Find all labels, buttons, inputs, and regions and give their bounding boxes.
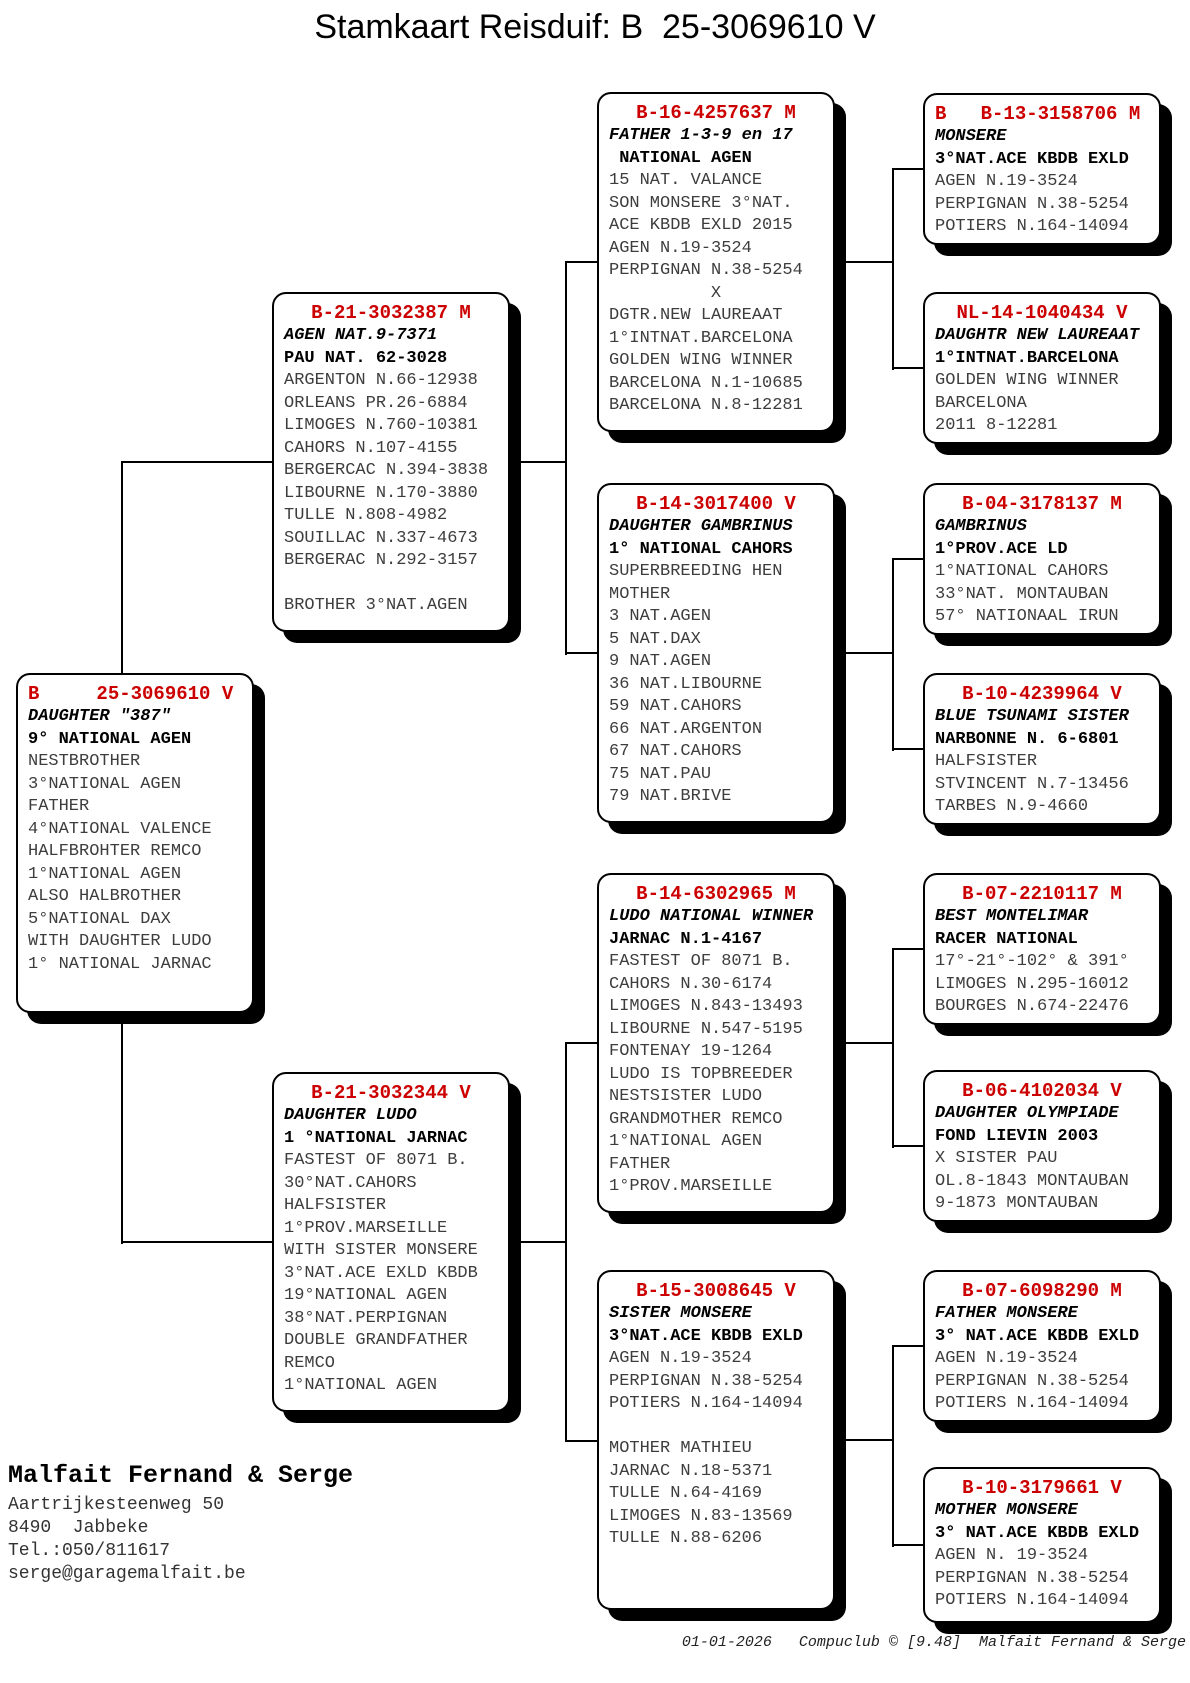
- box-details: [935, 126, 1149, 239]
- text-line: POTIERS N.164-14094: [609, 1394, 803, 1413]
- text-line: NESTBROTHER: [28, 752, 141, 771]
- text-line: FASTEST OF 8071 B.: [284, 1151, 468, 1170]
- text-line: TULLE N.808-4982: [284, 506, 448, 525]
- text-line: serge@garagemalfait.be: [8, 1564, 246, 1584]
- text-line: TULLE N.88-6206: [609, 1529, 763, 1548]
- text-line: NATIONAL AGEN: [609, 148, 752, 168]
- text-line: Tel.:050/811617: [8, 1541, 171, 1561]
- text-line: 1°NATIONAL AGEN: [284, 1376, 438, 1395]
- text-line: WITH DAUGHTER LUDO: [28, 932, 212, 951]
- pedigree-box-greatgrandparent-3: [923, 483, 1161, 635]
- connector-line: [510, 1241, 565, 1243]
- text-line: LIBOURNE N.170-3880: [284, 483, 478, 503]
- connector-line: [835, 1439, 892, 1441]
- text-line: BARCELONA: [935, 393, 1027, 413]
- text-line: SON MONSERE 3°NAT.: [609, 193, 793, 213]
- text-line: MONSERE: [935, 127, 1007, 146]
- text-line: FATHER: [28, 797, 90, 816]
- box-details: [284, 325, 498, 618]
- text-line: 9° NATIONAL AGEN: [28, 729, 192, 749]
- text-line: 75 NAT.PAU: [609, 764, 712, 784]
- text-line: AGEN N.19-3524: [935, 1349, 1078, 1368]
- text-line: FOND LIEVIN 2003: [935, 1126, 1099, 1146]
- ring-number: B 25-3069610 V: [28, 683, 234, 705]
- text-line: FONTENAY 19-1264: [609, 1042, 773, 1061]
- text-line: 1°PROV.MARSEILLE: [609, 1177, 773, 1196]
- text-line: REMCO: [284, 1353, 336, 1373]
- box-details: [609, 125, 823, 418]
- connector-line: [565, 1042, 597, 1044]
- connector-line: [892, 748, 923, 750]
- text-line: 79 NAT.BRIVE: [609, 787, 732, 806]
- connector-line: [121, 461, 272, 463]
- text-line: POTIERS N.164-14094: [935, 217, 1129, 236]
- connector-line: [892, 1346, 894, 1547]
- text-line: 66 NAT.ARGENTON: [609, 719, 763, 739]
- pedigree-box-greatgrandparent-2: [923, 292, 1161, 444]
- connector-line: [565, 1043, 567, 1442]
- text-line: LIMOGES N.843-13493: [609, 997, 803, 1016]
- text-line: Aartrijkesteenweg 50: [8, 1495, 225, 1515]
- connector-line: [835, 1042, 892, 1044]
- ring-number: B-04-3178137 M: [962, 493, 1122, 515]
- connector-line: [565, 261, 597, 263]
- pedigree-box-grandfather-maternal: [597, 873, 835, 1213]
- pedigree-box-father: [272, 292, 510, 632]
- pedigree-box-greatgrandparent-6: [923, 1070, 1161, 1222]
- box-details: [935, 1500, 1149, 1613]
- text-line: FATHER 1-3-9 en 17: [609, 126, 793, 145]
- ring-number: B-07-6098290 M: [962, 1280, 1122, 1302]
- text-line: PERPIGNAN N.38-5254: [609, 1371, 803, 1391]
- text-line: AGEN N. 19-3524: [935, 1546, 1089, 1565]
- pedigree-box-greatgrandparent-5: [923, 873, 1161, 1025]
- text-line: PERPIGNAN N.38-5254: [609, 261, 803, 280]
- text-line: HALFSISTER: [284, 1196, 387, 1215]
- text-line: BERGERCAC N.394-3838: [284, 461, 489, 480]
- ring-number: NL-14-1040434 V: [956, 302, 1128, 324]
- text-line: LIMOGES N.295-16012: [935, 974, 1129, 994]
- text-line: 1°NATIONAL CAHORS: [935, 562, 1109, 581]
- pedigree-box-grandfather-paternal: [597, 92, 835, 432]
- text-line: PERPIGNAN N.38-5254: [935, 1568, 1129, 1588]
- connector-line: [565, 262, 567, 655]
- text-line: BROTHER 3°NAT.AGEN: [284, 596, 468, 615]
- text-line: CAHORS N.30-6174: [609, 974, 773, 994]
- breeder-info: [8, 1458, 353, 1586]
- box-details: [935, 325, 1149, 438]
- connector-line: [892, 948, 923, 950]
- text-line: TULLE N.64-4169: [609, 1484, 763, 1503]
- box-details: [935, 906, 1149, 1019]
- text-line: POTIERS N.164-14094: [935, 1591, 1129, 1610]
- text-line: GAMBRINUS: [935, 517, 1027, 536]
- page-title: Stamkaart Reisduif: B 25-3069610 V: [314, 8, 876, 46]
- connector-line: [121, 1241, 272, 1243]
- text-line: JARNAC N.1-4167: [609, 929, 763, 949]
- text-line: ALSO HALBROTHER: [28, 887, 182, 906]
- text-line: AGEN NAT.9-7371: [284, 326, 438, 345]
- text-line: DAUGHTER LUDO: [284, 1106, 417, 1125]
- text-line: HALFBROHTER REMCO: [28, 842, 202, 861]
- text-line: 3° NAT.ACE KBDB EXLD: [935, 1326, 1140, 1346]
- text-line: NARBONNE N. 6-6801: [935, 729, 1119, 749]
- text-line: 3°NAT.ACE KBDB EXLD: [609, 1326, 803, 1346]
- text-line: LUDO IS TOPBREEDER: [609, 1064, 793, 1084]
- box-details: [935, 1303, 1149, 1416]
- box-details: [28, 706, 242, 976]
- ring-number: B-14-6302965 M: [636, 883, 796, 905]
- pedigree-box-subject: [16, 673, 254, 1013]
- text-line: BLUE TSUNAMI SISTER: [935, 707, 1129, 726]
- text-line: 1°PROV.MARSEILLE: [284, 1218, 448, 1238]
- text-line: PERPIGNAN N.38-5254: [935, 1371, 1129, 1391]
- text-line: ORLEANS PR.26-6884: [284, 393, 468, 413]
- pedigree-box-greatgrandparent-4: [923, 673, 1161, 825]
- ring-number: B-16-4257637 M: [636, 102, 796, 124]
- text-line: BARCELONA N.1-10685: [609, 373, 803, 393]
- text-line: 3°NAT.ACE EXLD KBDB: [284, 1263, 478, 1283]
- pedigree-box-grandmother-maternal: [597, 1270, 835, 1610]
- ring-number: B-10-4239964 V: [962, 683, 1122, 705]
- text-line: X: [710, 283, 722, 303]
- text-line: ACE KBDB EXLD 2015: [609, 216, 793, 235]
- text-line: DAUGHTER "387": [28, 707, 171, 726]
- text-line: STVINCENT N.7-13456: [935, 774, 1129, 794]
- text-line: 36 NAT.LIBOURNE: [609, 674, 763, 694]
- connector-line: [892, 558, 923, 560]
- text-line: 1° NATIONAL CAHORS: [609, 539, 793, 559]
- text-line: GRANDMOTHER REMCO: [609, 1109, 783, 1129]
- text-line: 1°NATIONAL AGEN: [28, 864, 182, 884]
- text-line: X SISTER PAU: [935, 1149, 1058, 1168]
- text-line: RACER NATIONAL: [935, 929, 1078, 949]
- text-line: DAUGHTER OLYMPIADE: [935, 1104, 1119, 1123]
- text-line: [609, 1416, 823, 1439]
- connector-line: [892, 949, 894, 1148]
- box-details: [935, 1103, 1149, 1216]
- text-line: DOUBLE GRANDFATHER: [284, 1331, 468, 1350]
- text-line: 1°INTNAT.BARCELONA: [935, 348, 1119, 368]
- text-line: 1°PROV.ACE LD: [935, 539, 1068, 559]
- text-line: 9-1873 MONTAUBAN: [935, 1194, 1099, 1213]
- connector-line: [835, 261, 892, 263]
- text-line: HALFSISTER: [935, 752, 1038, 771]
- ring-number: B-07-2210117 M: [962, 883, 1122, 905]
- text-line: AGEN N.19-3524: [609, 238, 752, 258]
- text-line: 59 NAT.CAHORS: [609, 697, 742, 716]
- text-line: TARBES N.9-4660: [935, 797, 1089, 816]
- text-line: OL.8-1843 MONTAUBAN: [935, 1171, 1129, 1191]
- text-line: 3°NAT.ACE KBDB EXLD: [935, 149, 1129, 169]
- text-line: 5 NAT.DAX: [609, 629, 701, 649]
- text-line: DAUGHTER GAMBRINUS: [609, 517, 793, 536]
- text-line: WITH SISTER MONSERE: [284, 1241, 478, 1260]
- text-line: 3°NATIONAL AGEN: [28, 774, 182, 794]
- text-line: SUPERBREEDING HEN: [609, 562, 783, 581]
- box-details: [609, 516, 823, 809]
- pedigree-box-mother: [272, 1072, 510, 1412]
- text-line: [284, 573, 498, 596]
- text-line: 57° NATIONAAL IRUN: [935, 607, 1119, 626]
- text-line: 4°NATIONAL VALENCE: [28, 819, 212, 839]
- text-line: FATHER: [609, 1154, 671, 1174]
- text-line: 3 NAT.AGEN: [609, 607, 712, 626]
- text-line: 8490 Jabbeke: [8, 1518, 149, 1538]
- text-line: LIBOURNE N.547-5195: [609, 1019, 803, 1039]
- text-line: POTIERS N.164-14094: [935, 1394, 1129, 1413]
- connector-line: [892, 1145, 923, 1147]
- connector-line: [892, 168, 923, 170]
- text-line: 15 NAT. VALANCE: [609, 171, 763, 190]
- breeder-name: Malfait Fernand & Serge: [8, 1461, 354, 1490]
- text-line: BOURGES N.674-22476: [935, 997, 1129, 1016]
- text-line: BERGERAC N.292-3157: [284, 551, 478, 570]
- text-line: 1°NATIONAL AGEN: [609, 1132, 763, 1151]
- text-line: LIMOGES N.760-10381: [284, 416, 478, 435]
- text-line: 9 NAT.AGEN: [609, 652, 712, 671]
- text-line: 3° NAT.ACE KBDB EXLD: [935, 1523, 1140, 1543]
- text-line: 5°NATIONAL DAX: [28, 909, 171, 929]
- text-line: BEST MONTELIMAR: [935, 907, 1089, 926]
- ring-number: B-10-3179661 V: [962, 1477, 1122, 1499]
- ring-number: B-15-3008645 V: [636, 1280, 796, 1302]
- text-line: FASTEST OF 8071 B.: [609, 952, 793, 971]
- text-line: JARNAC N.18-5371: [609, 1461, 773, 1481]
- text-line: DGTR.NEW LAUREAAT: [609, 306, 783, 325]
- text-line: MOTHER: [609, 584, 671, 604]
- text-line: 17°-21°-102° & 391°: [935, 952, 1129, 971]
- connector-line: [565, 652, 597, 654]
- text-line: GOLDEN WING WINNER: [609, 351, 793, 370]
- text-line: FATHER MONSERE: [935, 1304, 1078, 1323]
- text-line: 30°NAT.CAHORS: [284, 1173, 417, 1193]
- text-line: BARCELONA N.8-12281: [609, 396, 803, 415]
- text-line: 1 °NATIONAL JARNAC: [284, 1128, 468, 1148]
- ring-number: B B-13-3158706 M: [935, 103, 1141, 125]
- text-line: 1° NATIONAL JARNAC: [28, 954, 212, 974]
- text-line: MOTHER MATHIEU: [609, 1439, 752, 1458]
- connector-line: [892, 169, 894, 370]
- text-line: DAUGHTR NEW LAUREAAT: [935, 326, 1140, 345]
- text-line: PERPIGNAN N.38-5254: [935, 194, 1129, 214]
- pedigree-box-grandmother-paternal: [597, 483, 835, 823]
- text-line: PAU NAT. 62-3028: [284, 348, 448, 368]
- ring-number: B-21-3032344 V: [311, 1082, 471, 1104]
- box-details: [284, 1105, 498, 1398]
- text-line: GOLDEN WING WINNER: [935, 371, 1119, 390]
- text-line: LUDO NATIONAL WINNER: [609, 907, 814, 926]
- footer-credit: 01-01-2026 Compuclub © [9.48] Malfait Fernand & Serge: [681, 1634, 1186, 1651]
- connector-line: [892, 367, 923, 369]
- text-line: 2011 8-12281: [935, 416, 1058, 435]
- text-line: LIMOGES N.83-13569: [609, 1506, 793, 1526]
- connector-line: [892, 1345, 923, 1347]
- connector-line: [892, 1544, 923, 1546]
- text-line: 33°NAT. MONTAUBAN: [935, 584, 1109, 604]
- connector-line: [835, 652, 892, 654]
- text-line: 19°NATIONAL AGEN: [284, 1286, 448, 1305]
- connector-line: [510, 461, 565, 463]
- box-details: [609, 906, 823, 1199]
- text-line: SOUILLAC N.337-4673: [284, 528, 478, 548]
- text-line: 38°NAT.PERPIGNAN: [284, 1308, 448, 1328]
- text-line: SISTER MONSERE: [609, 1304, 752, 1323]
- ring-number: B-21-3032387 M: [311, 302, 471, 324]
- box-details: [935, 706, 1149, 819]
- pedigree-box-greatgrandparent-8: [923, 1467, 1161, 1623]
- text-line: MOTHER MONSERE: [935, 1501, 1078, 1520]
- pedigree-box-greatgrandparent-1: [923, 93, 1161, 245]
- text-line: AGEN N.19-3524: [609, 1349, 752, 1368]
- ring-number: B-14-3017400 V: [636, 493, 796, 515]
- box-details: [935, 516, 1149, 629]
- text-line: NESTSISTER LUDO: [609, 1087, 763, 1106]
- text-line: AGEN N.19-3524: [935, 172, 1078, 191]
- box-details: [609, 1303, 823, 1551]
- breeder-address: [8, 1494, 353, 1586]
- ring-number: B-06-4102034 V: [962, 1080, 1122, 1102]
- pedigree-box-greatgrandparent-7: [923, 1270, 1161, 1422]
- connector-line: [892, 559, 894, 751]
- text-line: 1°INTNAT.BARCELONA: [609, 328, 793, 348]
- text-line: 67 NAT.CAHORS: [609, 742, 742, 761]
- connector-line: [565, 1440, 597, 1442]
- text-line: CAHORS N.107-4155: [284, 438, 458, 458]
- text-line: ARGENTON N.66-12938: [284, 371, 478, 390]
